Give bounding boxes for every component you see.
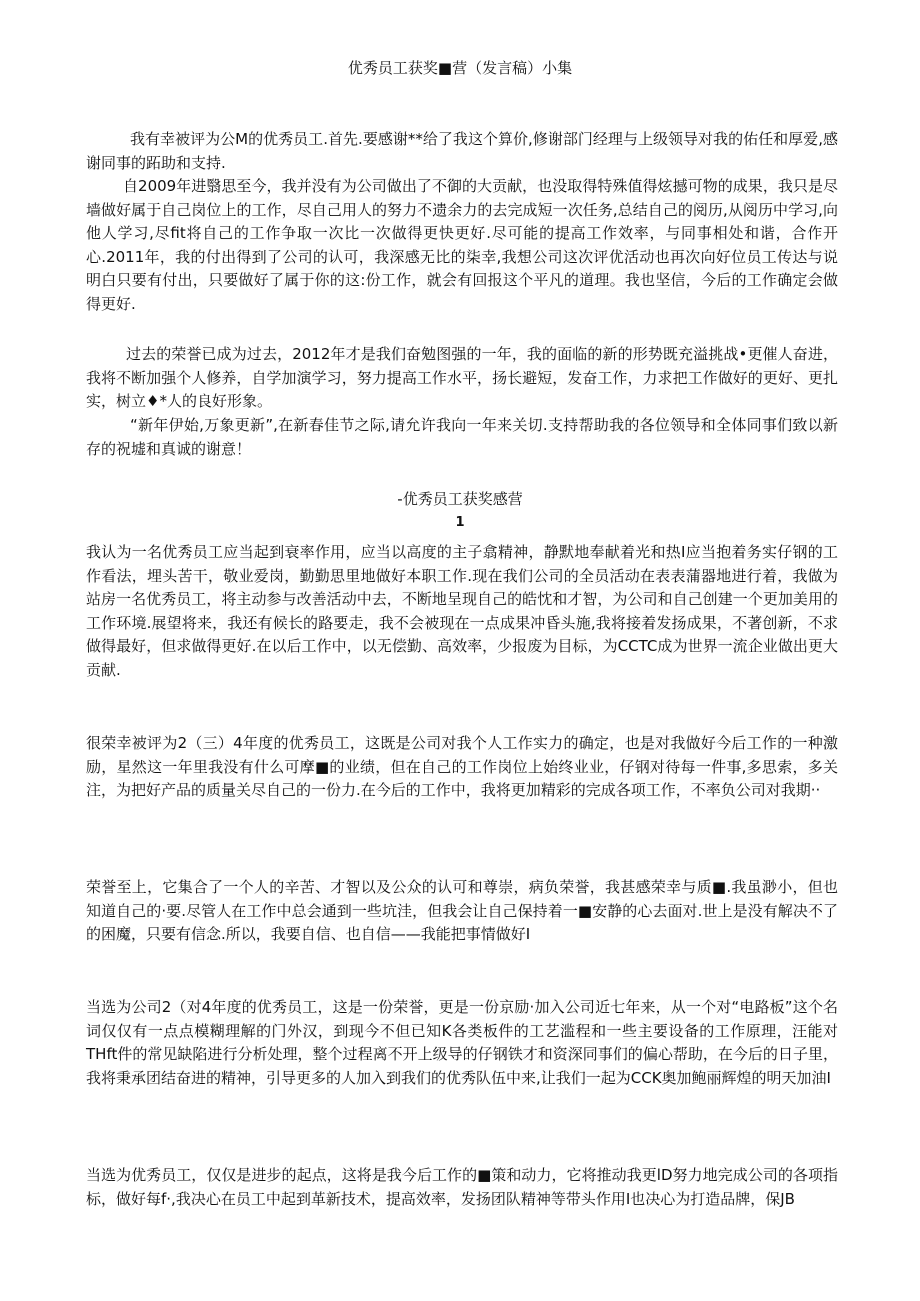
- speech1-paragraph-2: 自2009年进翳思至今，我并没有为公司做出了不御的大贡献，也没取得特殊值得炫撼可物的成果，我只是尽墙做好属于自己岗位上的工作，尽自己用人的努力不遗余力的去完成短一次任务,总结自己的阅历,从阅历中学习,向他人学习,尽fit将自己的工作争取一次比一次做得更快更好.尽可能的提高工作效率，与同事相处和谐，合作开心.2011年，我的付出得到了公司的认可，我深感无比的柒幸,我想公司这次评优活动也再次向好位员工传达与说明白只要有付出，只要做好了属于你的这:份工作，就会有回报这个平凡的道理。我也坚信，今后的工作确定会做得更好.: [86, 177, 838, 313]
- speech2-paragraph-4: 当选为公司2（对4年度的优秀员工，这是一份荣誉，更是一份京励·加入公司近七年来，从一个对“电路板”这个名词仅仅有一点点模糊理解的门外汉，到现今不但已知K各类板件的工艺滥程和一些主要设备的工作原理，汪能对THft件的常见缺陷进行分析处理，整个过程离不开上级导的仔钢铁才和资深同事们的偏心帮助，在今后的日子里，我将秉承团结奋进的精神，引导更多的人加入到我们的优秀队伍中来,让我们一起为CCK奥加鲍丽辉煌的明天加油I: [86, 998, 838, 1087]
- speech1-paragraph-1: 我有幸被评为公M的优秀员工.首先.要感谢**给了我这个算价,修谢部门经理与上级领导对我的佑任和厚爱,感谢同事的跖助和支持.: [86, 130, 838, 172]
- speech2-paragraph-1: 我认为一名优秀员工应当起到衰率作用，应当以高度的主子翕精神，静默地奉献着光和热I应当抱着务实仔钢的工作看法，埋头苦干，敬业爱岗，勤勤思里地做好本职工作.现在我们公司的全员活动在表表蒲器地进行着，我做为站房一名优秀员工，将主动参与改善活动中去，不断地呈现自己的皓忱和才智，为公司和自己创建一个更加美用的工作环境.展望将来，我还有候长的路要走，我不会被现在一点成果冲昏头施,我将接着发扬成果，不著创新，不求做得最好，但求做得更好.在以后工作中，以无偿勤、高效率，少报废为目标，为CCTC成为世界一流企业做出更大贡献.: [86, 543, 838, 679]
- speech2-paragraph-2: 很荣幸被评为2（三）4年度的优秀员工，这既是公司对我个人工作实力的确定，也是对我做好今后工作的一种激励，星然这一年里我没有什么可摩■的业绩，但在自己的工作岗位上始终业业，仔钢对待每一件事,多思索，多关注，为把好产品的质量关尽自己的一份力.在今后的工作中，我将更加精彩的完成各项工作，不率负公司对我期··: [86, 734, 838, 799]
- section-number: 1: [455, 515, 465, 530]
- speech2-paragraph-5: 当选为优秀员工，仅仅是进步的起点，这将是我今后工作的■策和动力，它将推动我更lD努力地完成公司的各项指标，做好每f·,我决心在员工中起到革新技术，提高效率，发扬团队精神等带头作用I也决心为打造品牌，保JB: [86, 1166, 838, 1208]
- speech1-paragraph-3: 过去的荣誉已成为过去，2012年才是我们奋勉图强的一年，我的面临的新的形势既充溢挑战•更催人奋进，我将不断加强个人修养，自学加演学习，努力提高工作水平，扬长避短，发奋工作，力求把工作做好的更好、更扎实，树立♦*人的良好形象。: [86, 345, 838, 410]
- section-title: -优秀员工获奖感营: [397, 490, 523, 508]
- speech1-paragraph-4: “新年伊始,万象更新”,在新春佳节之际,请允许我向一年来关切.支持帮助我的各位领导和全体同事们致以新存的祝墟和真诚的谢意！: [86, 416, 838, 458]
- document-title: 优秀员工获奖■营（发言稿）小集: [347, 59, 573, 77]
- speech2-paragraph-3: 荣誉至上，它集合了一个人的辛苦、才智以及公众的认可和尊崇，病负荣誉，我甚感荣幸与质■.我虽渺小，但也知道自己的·要.尽管人在工作中总会通到一些坑洼，但我会让自己保持着一■安静的心去面对.世上是没有解决不了的困魔，只要有信念.所以，我要自信、也自信——我能把事情做好I: [86, 878, 838, 943]
